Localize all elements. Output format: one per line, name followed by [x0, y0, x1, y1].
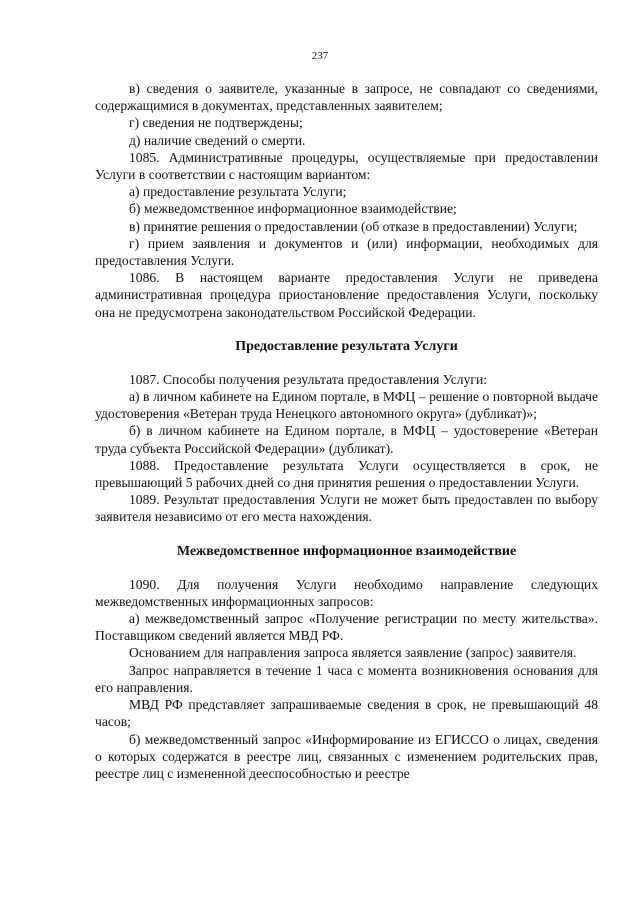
paragraph: Запрос направляется в течение 1 часа с момента возникновения основания для его направления.: [95, 662, 598, 695]
paragraph: 1087. Способы получения результата предоставления Услуги:: [129, 371, 487, 387]
paragraph: 1085. Административные процедуры, осуществляемые при предоставлении Услуги в соответствии с настоящим вариантом:: [95, 149, 598, 183]
paragraph: б) межведомственное информационное взаимодействие;: [129, 201, 457, 217]
paragraph: б) межведомственный запрос «Информирование из ЕГИССО о лицах, сведения о которых содержатся в реестре лиц, связанных с изменением родительских прав, реестре лиц с измененной дееспособностью и реестре: [95, 731, 598, 781]
paragraph: 1086. В настоящем варианте предоставления Услуги не приведена административная процедура приостановление предоставления Услуги, поскольку она не предусмотрена законодательством Российской Федерации.: [95, 270, 598, 320]
paragraph: 1088. Предоставление результата Услуги осуществляется в срок, не превышающий 5 рабочих дней со дня принятия решения о предоставлении Услуги.: [95, 457, 598, 491]
paragraph: 1089. Результат предоставления Услуги не может быть предоставлен по выбору заявителя независимо от его места нахождения.: [95, 492, 598, 525]
paragraph: в) принятие решения о предоставлении (об отказе в предоставлении) Услуги;: [129, 218, 578, 234]
paragraph: в) сведения о заявителе, указанные в запросе, не совпадают со сведениями, содержащимися в документах, представленных заявителем;: [95, 81, 598, 114]
section-heading: Межведомственное информационное взаимодействие: [176, 543, 517, 559]
paragraph: б) в личном кабинете на Едином портале, в МФЦ – удостоверение «Ветеран труда субъекта Российской Федерации» (дубликат).: [95, 423, 598, 456]
paragraph: а) межведомственный запрос «Получение регистрации по месту жительства». Поставщиком сведений является МВД РФ.: [95, 611, 598, 644]
paragraph: Основанием для направления запроса является заявление (запрос) заявителя.: [129, 645, 577, 661]
paragraph: а) предоставление результата Услуги;: [129, 184, 347, 200]
paragraph: г) прием заявления и документов и (или) информации, необходимых для предоставления Услуги.: [95, 235, 598, 269]
document-body: [95, 80, 598, 782]
paragraph: д) наличие сведений о смерти.: [129, 132, 306, 148]
paragraph: а) в личном кабинете на Едином портале, в МФЦ – решение о повторной выдаче удостоверения «Ветеран труда Ненецкого автономного округа» (дубликат)»;: [95, 389, 598, 422]
paragraph: 1090. Для получения Услуги необходимо направление следующих межведомственных информационных запросов:: [95, 576, 598, 609]
section-heading: Предоставление результата Услуги: [235, 338, 458, 354]
paragraph: МВД РФ представляет запрашиваемые сведения в срок, не превышающий 48 часов;: [95, 697, 598, 730]
paragraph: г) сведения не подтверждены;: [129, 115, 303, 131]
page-number: 237: [311, 50, 329, 62]
